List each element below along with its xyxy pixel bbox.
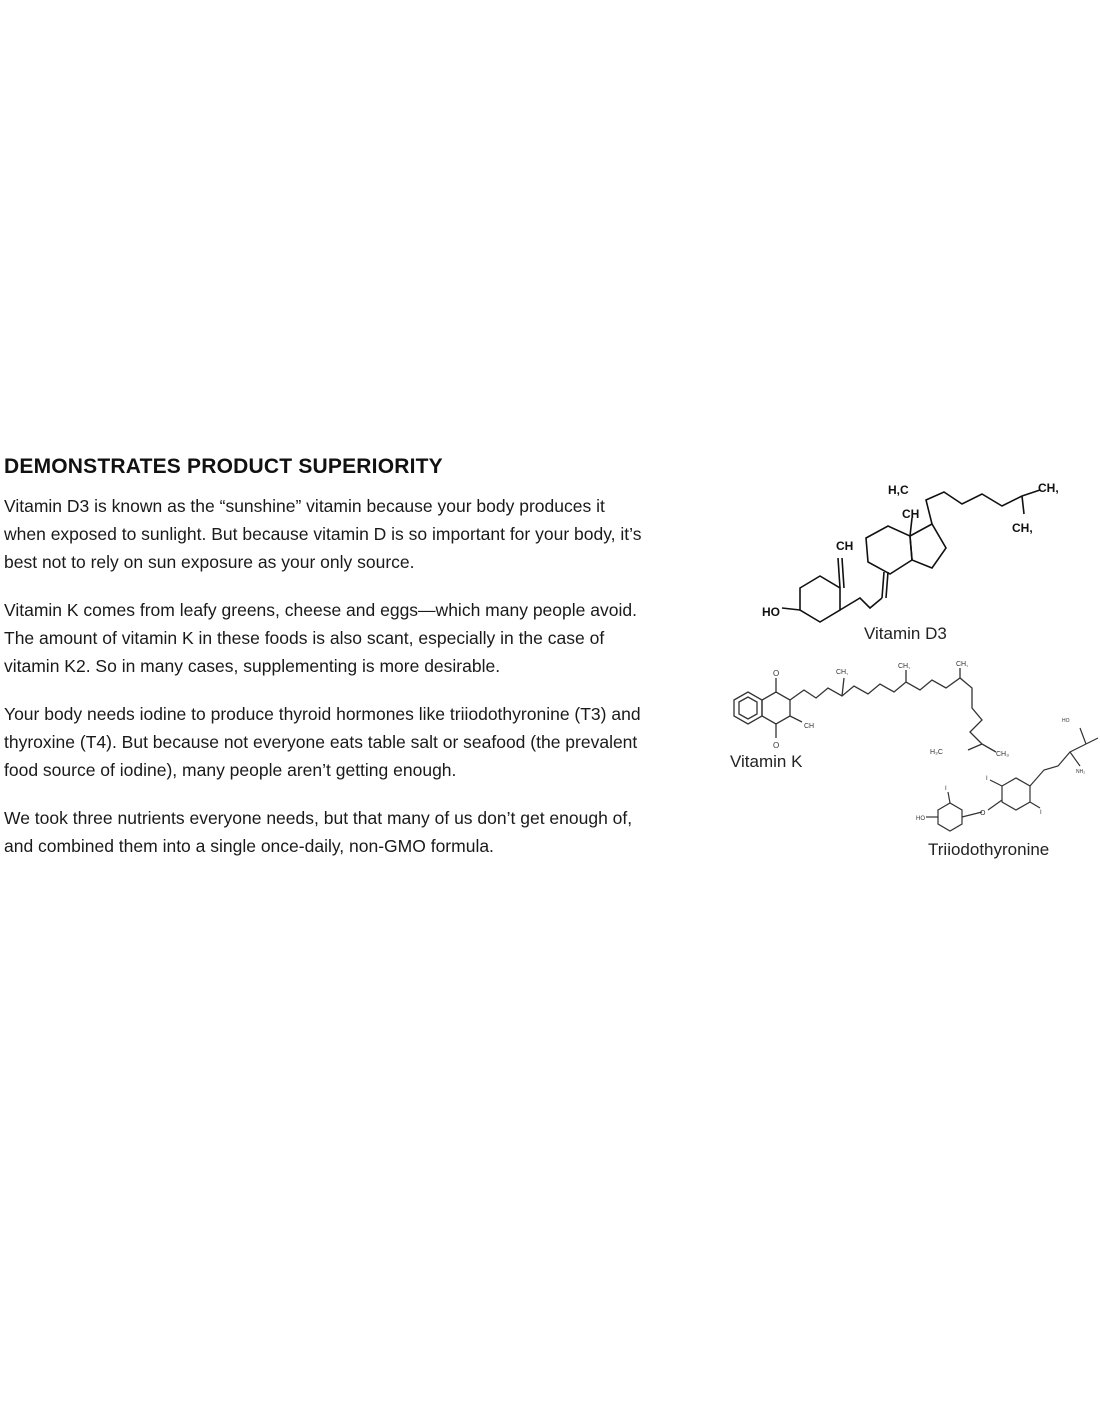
vitamin-k-structure — [734, 668, 996, 752]
d3-side-chain — [926, 492, 1022, 524]
k-end-1 — [968, 744, 982, 750]
k-h3c-label: H₃C — [930, 749, 943, 756]
d3-ring-c — [866, 526, 912, 574]
t3-nh2-label: NH₂ — [1076, 769, 1086, 775]
molecule-structures-svg — [720, 470, 1100, 870]
d3-ring-d — [910, 524, 946, 568]
section-heading: DEMONSTRATES PRODUCT SUPERIORITY — [4, 455, 443, 478]
paragraph-summary: We took three nutrients everyone needs, but that many of us don’t get enough of, and combined them into a single once-daily, non-GMO formula. — [4, 808, 633, 856]
t3-ether-bond-1 — [962, 812, 982, 817]
k-ch3-c-label: CH, — [956, 661, 969, 668]
t3-cooh-label: HO — [1062, 718, 1070, 724]
d3-ring-a — [800, 576, 840, 622]
t3-side-chain — [1030, 744, 1086, 786]
t3-carboxyl-oh — [1080, 728, 1086, 744]
t3-iodo-bond-3 — [1030, 802, 1040, 808]
text-column — [4, 452, 644, 880]
d3-ch2-bond-double — [842, 558, 844, 588]
t3-o-label: O — [980, 810, 986, 817]
k-ch3-a-label: CH, — [836, 669, 849, 676]
vitamin-k-label: Vitamin K — [730, 752, 803, 771]
t3-second-ring — [1002, 778, 1030, 810]
d3-side-chain-end-2 — [1022, 496, 1024, 514]
t3-amine-bond — [1070, 752, 1080, 766]
k-quinone-ring — [762, 692, 790, 724]
k-o-bottom-label: O — [773, 741, 780, 750]
triiodothyronine-structure — [926, 728, 1098, 831]
k-ch3-end-label: CH₃ — [996, 751, 1009, 758]
k-ch3-ring-label: CH — [804, 723, 815, 730]
k-ch3-b-label: CH, — [898, 663, 911, 670]
molecule-illustration — [720, 470, 1100, 870]
paragraph-vitamin-d3: Vitamin D3 is known as the “sunshine” vitamin because your body produces it when exposed to sunlight. But because vitamin D is so important for your body, it’s best not to rely on sun exposure as your only source. — [4, 496, 642, 572]
k-benzene-inner — [739, 697, 757, 719]
d3-linker-double-2 — [886, 572, 888, 598]
triiodothyronine-label: Triiodothyronine — [928, 840, 1050, 859]
t3-i2-label: I — [986, 776, 988, 782]
vitamin-d3-label: Vitamin D3 — [864, 624, 947, 643]
paragraph-vitamin-k: Vitamin K comes from leafy greens, cheese and eggs—which many people avoid. The amount of vitamin K in these foods is also scant, especially in the case of vitamin K2. So in many cases, supplementing is more desirable. — [4, 600, 637, 676]
t3-iodo-bond-2 — [990, 780, 1002, 786]
d3-ch2-label: CH — [836, 539, 854, 553]
t3-phenol-ring — [938, 803, 962, 831]
t3-i3-label: I — [1040, 810, 1042, 816]
t3-ho-label: HO — [916, 816, 925, 822]
d3-ch2-bond — [838, 558, 840, 588]
t3-i1-label: I — [945, 786, 947, 792]
d3-ch3-bottom-label: CH, — [1012, 521, 1033, 535]
k-branch-1 — [842, 678, 844, 696]
d3-ch3-ring-label: CH — [902, 507, 920, 521]
d3-ch3-top-label: CH, — [1038, 481, 1059, 495]
d3-ho-bond — [782, 608, 800, 610]
d3-linker — [840, 598, 882, 610]
k-o-top-label: O — [773, 669, 780, 678]
d3-ho-label: HO — [762, 605, 780, 619]
t3-ether-bond-2 — [988, 800, 1002, 810]
t3-iodo-bond-1 — [948, 792, 950, 803]
k-methyl-bond — [790, 716, 802, 722]
t3-carboxyl-bond — [1086, 738, 1098, 744]
d3-h3c-label: H,C — [888, 483, 909, 497]
paragraph-iodine: Your body needs iodine to produce thyroid hormones like triiodothyronine (T3) and thyroxine (T4). But because not everyone eats table salt or seafood (the prevalent food source of iodine), many people aren’t getting enough. — [4, 704, 641, 780]
d3-linker-double — [882, 572, 884, 598]
k-side-chain — [790, 678, 982, 744]
k-end-2 — [982, 744, 996, 752]
